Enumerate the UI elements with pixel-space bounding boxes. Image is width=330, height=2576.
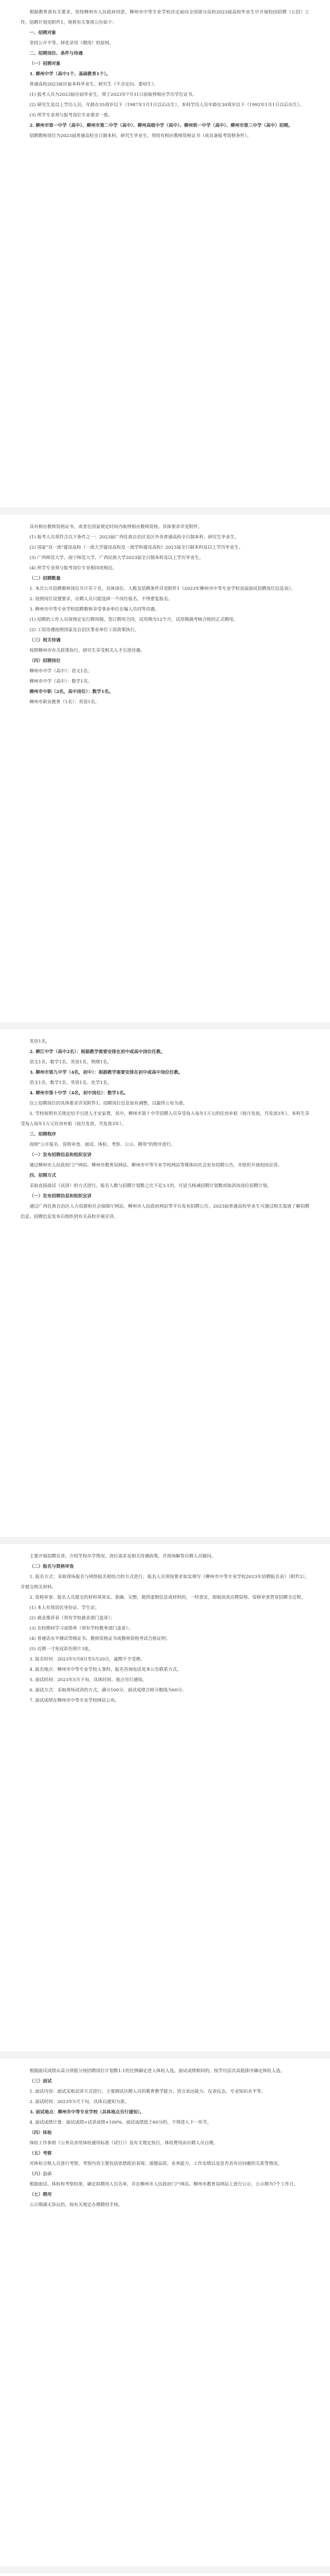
section-heading: 一、招聘对象 xyxy=(29,30,56,36)
body-paragraph: (4) 普通话水平测试等级证书、教师资格证书或教师资格考试合格证明； xyxy=(29,1636,170,1641)
body-paragraph: 普通高校2023届应届本科毕业生、研究生（不含定向、委培生）。 xyxy=(29,82,158,87)
body-paragraph: 采取直接面试（试讲）的方式进行。报名人数与招聘计划数之比不足3:1的，可适当核减招聘计划数或取消该岗位招聘计划。 xyxy=(29,1183,272,1189)
body-paragraph: 2. 资格审查：报名人员提交的材料须真实、准确、完整，提供虚假信息或材料的，一经查实，即取消其应聘资格。资格审查贯穿招聘全过程。 xyxy=(29,1595,306,1600)
body-paragraph: 3. 面试地点：柳州市中等专业学校（具体地点另行通知）。 xyxy=(29,2110,144,2115)
body-paragraph: 柳州市中职（2名，高中岗位）：数学1名。 xyxy=(29,689,113,694)
section-heading: 二、招聘岗位、条件与待遇 xyxy=(29,51,83,56)
subsection-heading: （一）招聘对象 xyxy=(29,61,61,66)
page-2-content xyxy=(21,522,309,707)
body-paragraph: (3) 在校期间学习成绩单（须有学校教务部门盖章）； xyxy=(29,1626,133,1631)
body-paragraph: 1. 本次公开招聘教师岗位共计若干名，具体岗位、人数及招聘条件详见附件1《2023年柳州市中等专业学校直接面试招聘岗位信息表》。 xyxy=(29,586,295,591)
body-paragraph: 通过柳州市人民政府门户网站、柳州市教育局网站、柳州市中等专业学校网站等媒体向社会发布招聘公告，并组织开展校园宣讲。 xyxy=(29,1163,283,1168)
body-paragraph: (2) 工资待遇按照国家及自治区事业单位工资政策执行。 xyxy=(29,628,139,633)
subsection-heading: （七）聘用 xyxy=(29,2192,52,2197)
page-gap xyxy=(0,1537,330,1544)
subsection-heading: （五）考察 xyxy=(29,2151,52,2156)
body-paragraph: 2. 按照岗位设置要求，应聘人员只能选择一个岗位报名，不得重复报名。 xyxy=(29,597,173,602)
body-paragraph: 5. 学校按照有关规定给予引进人才安家费，其中，柳州市第十中学招聘人员享受每人每年1万元的住房补贴（按月发放，共发放3年），本科生享受每人每年1万元住房补贴（按月发放，共发放3年）。 xyxy=(21,1111,309,1127)
body-paragraph: 对体检合格人员进行考察，考察内容主要包括思想政治表现、道德品质、业务能力、工作实绩以及是否具有应回避的关系等情况。 xyxy=(29,2161,283,2166)
body-paragraph: 柳州市中学（高中）：语文1名。 xyxy=(29,669,92,674)
document-page-3 xyxy=(0,1029,330,1537)
subsection-heading: （四）体检 xyxy=(29,2130,52,2136)
page-gap xyxy=(0,2052,330,2059)
body-paragraph: 语文1名、数学1名、英语1名、物理1名。 xyxy=(29,1060,112,1065)
body-paragraph: (1) 报考人员须符合以下条件之一：2023届广西壮族自治区及区外各普通高校全日制本科、研究生毕业生。 xyxy=(29,535,239,540)
body-paragraph: 主要开展招聘宣讲，介绍学校办学情况、岗位需求及相关待遇政策，并现场解答应聘人员疑问。 xyxy=(29,1554,216,1559)
body-paragraph: 按照柳州市有关政策执行，研究生享受相关人才引进待遇。 xyxy=(29,648,145,653)
body-paragraph: 体检工作参照《公务员录用体检通用标准（试行）》及有关规定执行，体检费用由应聘人员自理。 xyxy=(29,2141,218,2146)
body-paragraph: (3) 所学专业须与报考岗位专业要求一致。 xyxy=(29,113,113,118)
body-paragraph: 根据面试成绩从高分到低分按招聘岗位计划数1:1的比例确定进入体检人选。面试成绩相同的，按学历层次高低排序确定体检人选。 xyxy=(29,2069,285,2074)
subsection-heading: （四）招聘岗位 xyxy=(29,658,61,664)
body-paragraph: 3. 柳州市第九中学（4名，初中）：根据教学需要安排在初中或高中岗位任教。 xyxy=(29,1070,183,1075)
body-paragraph: 2. 柳江中学（高中2名）：根据教学需要安排在初中或高中岗位任教。 xyxy=(29,1049,166,1055)
page-5-content xyxy=(21,2066,309,2210)
page-gap xyxy=(0,507,330,515)
body-paragraph: (4) 所学专业须与报考岗位专业相同或相近。 xyxy=(29,566,117,571)
page-1-content xyxy=(21,7,309,141)
document-page-2 xyxy=(0,515,330,1022)
body-paragraph: (2) 国家"双一流"建设高校（一流大学建设高校及一流学科建设高校）2023届全日制本科及以上学历毕业生。 xyxy=(29,545,243,550)
body-paragraph: 6. 面试方式：采取现场试讲的方式，满分100分，面试成绩合格分数线为60分。 xyxy=(29,1688,187,1693)
page-4-content xyxy=(21,1551,309,1706)
body-paragraph: 1. 面试内容：面试采取试讲方式进行，主要测试应聘人员的教育教学能力、语言表达能力、仪表仪态、专业知识水平等。 xyxy=(29,2089,266,2094)
subsection-heading: （二）报名与资格审查 xyxy=(29,1564,74,1569)
body-paragraph: 柳州市中学（高中）：数学1名。 xyxy=(29,679,92,684)
body-paragraph: (3) 广西师范大学、南宁师范大学、广西民族大学2023届全日制本科及以上学历毕业生。 xyxy=(29,555,204,561)
body-paragraph: 按照"公开报名、资格审查、面试、体检、考察、公示、聘用"的程序进行。 xyxy=(29,1142,176,1147)
body-paragraph: 柳州市职业教育（1名）：英语1名。 xyxy=(29,700,100,705)
subsection-heading: （六）公示 xyxy=(29,2172,52,2177)
body-paragraph: (1) 本人有效居民身份证、学生证； xyxy=(29,1605,100,1611)
section-heading: 四、招聘方式 xyxy=(29,1173,56,1178)
subsection-heading: （三）面试 xyxy=(29,2079,52,2084)
body-paragraph: (1) 招聘的工作人员按规定实行聘用制，签订聘用合同，试用期为12个月，试用期满考核合格的正式聘用。 xyxy=(29,617,238,622)
page-gap xyxy=(0,1022,330,1029)
body-paragraph: (2) 研究生及以上学历人员，年龄在35周岁以下（1987年1月1日以后出生），本科学历人员年龄在30周岁以下（1992年1月1日以后出生）。 xyxy=(29,103,304,108)
body-paragraph: 根据教育部有关要求，坚持柳州市人民政府同意，柳州市中等专业学校决定面向全国部分高校2023届高校毕业生中开展校园招聘（公招）工作，招聘计划见附件1。现将有关事项公告如下： xyxy=(21,10,309,25)
body-paragraph: 根据面试、体检和考察结果，确定拟聘用人员名单，并在柳州市人民政府门户网站、柳州市教育局网站上进行公示，公示期为7个工作日。 xyxy=(29,2182,299,2187)
body-paragraph: 7. 面试成绩在柳州市中等专业学校网站公布。 xyxy=(29,1698,120,1703)
body-paragraph: 1. 柳州中学（高中1个、基础教育1个）。 xyxy=(29,72,111,77)
body-paragraph: (1) 报考人员为2023届应届毕业生，须于2023年7月31日前取得相应学历学位证书。 xyxy=(29,92,197,97)
subsection-heading: （一）发布招聘信息和组织宣讲 xyxy=(29,1194,92,1199)
body-paragraph: (5) 近期一寸免冠彩色照片3张。 xyxy=(29,1647,93,1652)
body-paragraph: 5. 面试时间：2023年5月下旬，具体时间、地点另行通知。 xyxy=(29,1677,147,1683)
body-paragraph: 3. 报名时间：2023年5月8日至5月20日，逾期不予受理。 xyxy=(29,1657,145,1662)
subsection-heading: （三）相关待遇 xyxy=(29,638,61,643)
body-paragraph: 语文1名、数学1名、英语1名、化学1名。 xyxy=(29,1080,112,1086)
body-paragraph: 2. 面试时间：2023年5月下旬，具体以通知为准。 xyxy=(29,2099,129,2105)
section-heading: 三、招聘程序 xyxy=(29,1132,56,1137)
page-3-content xyxy=(21,1037,309,1222)
body-paragraph: 4. 柳州市第十中学（4名，初中岗位）：数学1名。 xyxy=(29,1091,128,1096)
body-paragraph: 以上招聘岗位的具体要求详见附件1。招聘岗位信息如有调整，以最终公布为准。 xyxy=(29,1101,188,1106)
body-paragraph: 公示期满无异议的，按有关规定办理聘用手续。 xyxy=(29,2202,123,2208)
body-paragraph: 招聘教师岗位为2023届普通高校全日制本科、研究生毕业生，须持有相应教师资格证书（或具备报考资格条件）。 xyxy=(29,133,252,139)
body-paragraph: 具有相应教师资格证书，或者在国家规定时间内取得相应教师资格。具体要求详见附件。 xyxy=(29,524,203,530)
body-paragraph: 4. 报名地点：柳州市中等专业学校人事科，报名咨询电话见本公告联系方式。 xyxy=(29,1667,182,1672)
body-paragraph: 2. 柳州市第一中学（高中）、柳州市第二中学（高中）、柳州高级中学（高中）、柳州铁一中学（高中）、柳州市第三中学（高中）招聘。 xyxy=(29,123,293,128)
subsection-heading: （二）招聘数量 xyxy=(29,576,61,581)
body-paragraph: 3. 柳州市中等专业学校招聘教师享受事业单位在编人员同等待遇。 xyxy=(29,607,159,612)
body-paragraph: 通过广西壮族自治区人力资源和社会保障厅网站、柳州市人民政府网站等平台发布招聘公告，2023届普通高校毕业生可通过相关渠道了解招聘信息，招聘信息发布后组织到有关高校开展宣讲。 xyxy=(21,1204,309,1219)
body-paragraph: 4. 面试成绩计算：面试成绩=试讲成绩×100%。面试成绩低于60分的，不得进入下一环节。 xyxy=(29,2120,212,2125)
body-paragraph: 英语1名。 xyxy=(29,1039,51,1044)
body-paragraph: (2) 就业推荐表（须有学校就业部门盖章）； xyxy=(29,1616,115,1621)
body-paragraph: 坚持公开平等、择优录用（聘用）的原则。 xyxy=(29,41,114,46)
body-paragraph: 1. 报名方式：采取现场报名与网络报名相结合的方式进行，报名人员须按要求如实填写《柳州市中等专业学校2023年招聘报名表》（附件2），并提交相关材料。 xyxy=(21,1574,309,1590)
document-page-4 xyxy=(0,1544,330,2052)
document-page-6 xyxy=(0,2573,330,2576)
document-page-5 xyxy=(0,2059,330,2566)
document-page-1 xyxy=(0,0,330,507)
subsection-heading: （一）发布招聘信息和组织宣讲 xyxy=(29,1153,92,1158)
page-gap xyxy=(0,2566,330,2573)
